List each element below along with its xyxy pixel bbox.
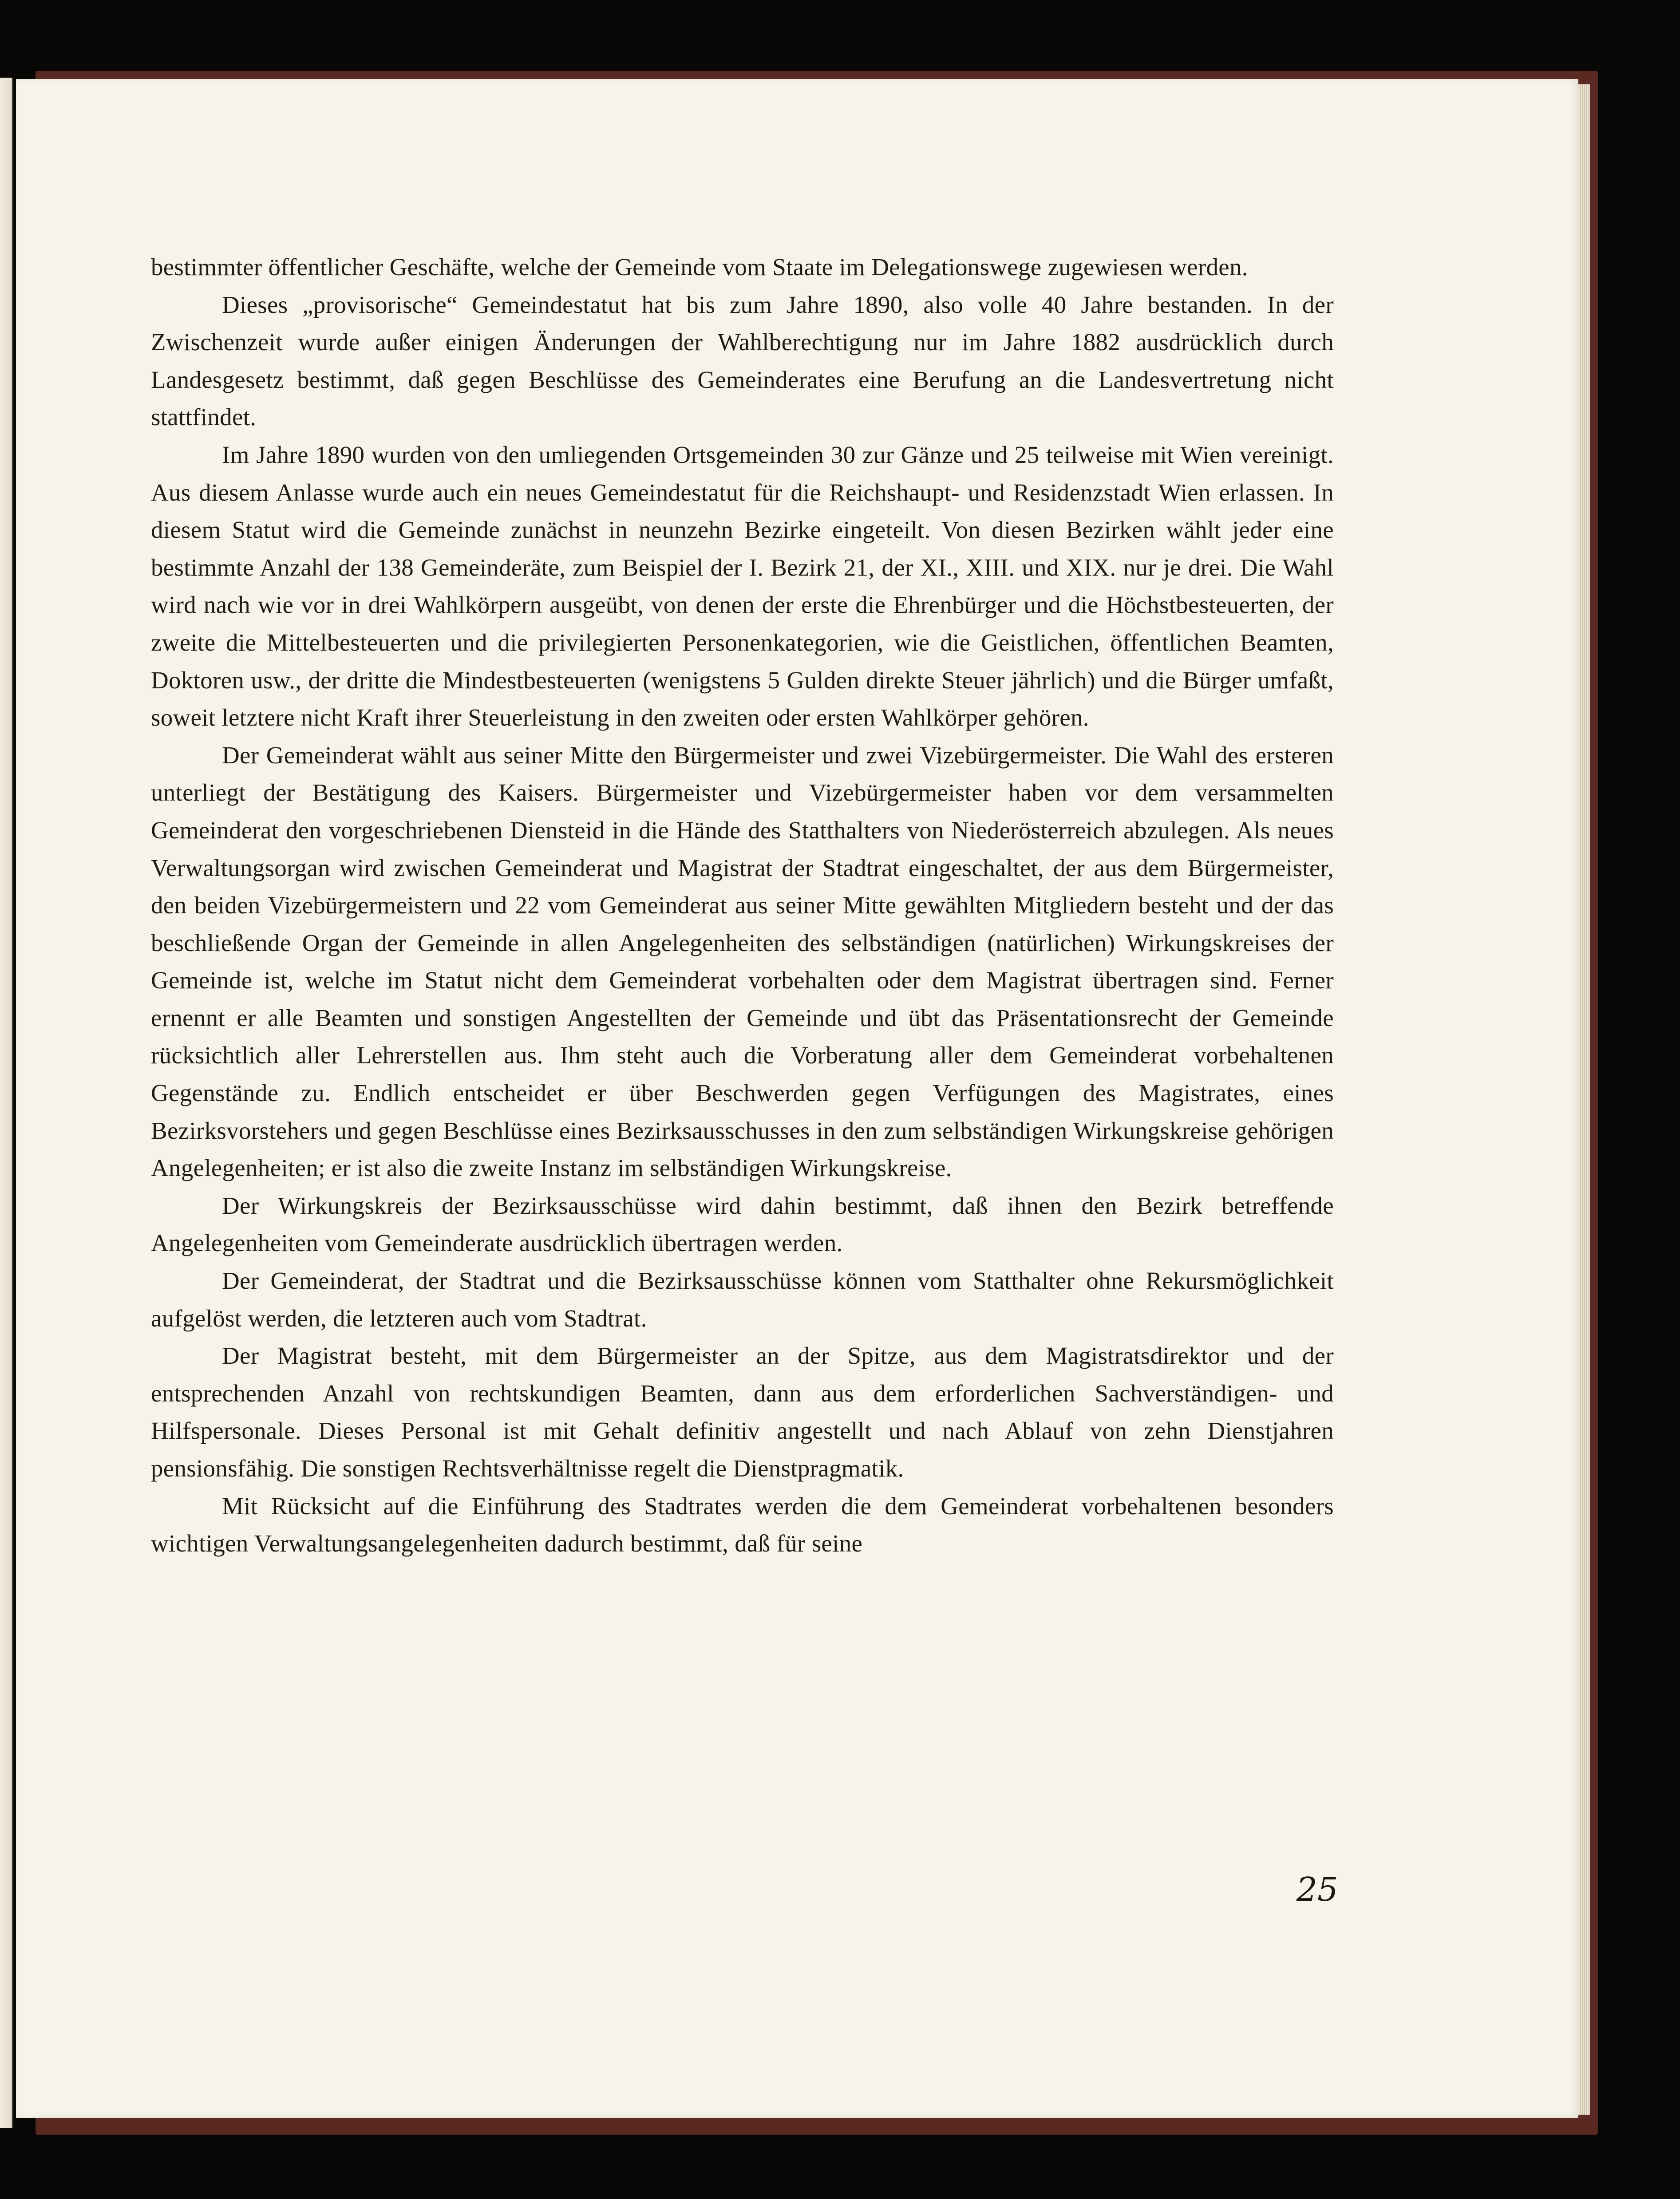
paragraph-5: Der Gemeinderat, der Stadtrat und die Bezirksausschüsse können vom Statthalter ohne Rekursmöglichkeit aufgelöst werden, die letzteren auch vom Stadtrat. xyxy=(151,1267,1334,1332)
page-number: 25 xyxy=(1296,1871,1338,1909)
paragraph-3: Der Gemeinderat wählt aus seiner Mitte den Bürgermeister und zwei Vizebürgermeister. Die Wahl des ersteren unterliegt der Bestätigung des Kaisers. Bürgermeister und Vizebürgermeister haben vor dem versammelten Gemeinderat den vorgeschriebenen Diensteid in die Hände des Statthalters von Niederösterreich abzulegen. Als neues Verwaltungsorgan wird zwischen Gemeinderat und Magistrat der Stadtrat eingeschaltet, der aus dem Bürgermeister, den beiden Vizebürgermeistern und 22 vom Gemeinderat aus seiner Mitte gewählten Mitgliedern besteht und der das beschließende Organ der Gemeinde in allen Angelegenheiten des selbständigen (natürlichen) Wirkungskreises der Gemeinde ist, welche im Statut nicht dem Gemeinderat vorbehalten oder dem Magistrat übertragen sind. Ferner ernennt er alle Beamten und sonstigen Angestellten der Gemeinde und übt das Präsentationsrecht der Gemeinde rücksichtlich aller Lehrerstellen aus. Ihm steht auch die Vorberatung aller dem Gemeinderat vorbehaltenen Gegenstände zu. Endlich entscheidet er über Beschwerden gegen Verfügungen des Magistrates, eines Bezirksvorstehers und gegen Beschlüsse eines Bezirksausschusses in den zum selbständigen Wirkungskreise gehörigen Angelegenheiten; er ist also die zweite Instanz im selbständigen Wirkungskreise. xyxy=(151,741,1334,1182)
paragraph-1: Dieses „provisorische“ Gemeindestatut hat bis zum Jahre 1890, also volle 40 Jahre bestanden. In der Zwischenzeit wurde außer einigen Änderungen der Wahlberechtigung nur im Jahre 1882 ausdrücklich durch Landesgesetz bestimmt, daß gegen Beschlüsse des Gemeinderates eine Berufung an die Landesvertretung nicht stattfindet. xyxy=(151,291,1334,431)
previous-page-edge xyxy=(0,78,12,2128)
paragraph-6: Der Magistrat besteht, mit dem Bürgermeister an der Spitze, aus dem Magistratsdirektor und der entsprechenden Anzahl von rechtskundigen Beamten, dann aus dem erforderlichen Sachverständigen- und Hilfspersonale. Dieses Personal ist mit Gehalt definitiv angestellt und nach Ablauf von zehn Dienstjahren pensionsfähig. Die sonstigen Rechtsverhältnisse regelt die Dienstpragmatik. xyxy=(151,1342,1334,1482)
page-fore-edge xyxy=(1578,84,1590,2115)
paragraph-0: bestimmter öffentlicher Geschäfte, welche der Gemeinde vom Staate im Delegationswege zugewiesen werden. xyxy=(151,253,1248,280)
paragraph-4: Der Wirkungskreis der Bezirksausschüsse wird dahin bestimmt, daß ihnen den Bezirk betreffende Angelegenheiten vom Gemeinderate ausdrücklich übertragen werden. xyxy=(151,1192,1334,1257)
paragraph-7: Mit Rücksicht auf die Einführung des Stadtrates werden die dem Gemeinderat vorbehaltenen besonders wichtigen Verwaltungsangelegenheiten dadurch bestimmt, daß für seine xyxy=(151,1492,1334,1557)
body-text xyxy=(151,249,1334,1563)
paragraph-2: Im Jahre 1890 wurden von den umliegenden Ortsgemeinden 30 zur Gänze und 25 teilweise mit Wien vereinigt. Aus diesem Anlasse wurde auch ein neues Gemeindestatut für die Reichshaupt- und Residenzstadt Wien erlassen. In diesem Statut wird die Gemeinde zunächst in neunzehn Bezirke eingeteilt. Von diesen Bezirken wählt jeder eine bestimmte Anzahl der 138 Gemeinderäte, zum Beispiel der I. Bezirk 21, der XI., XIII. und XIX. nur je drei. Die Wahl wird nach wie vor in drei Wahlkörpern ausgeübt, von denen der erste die Ehrenbürger und die Höchstbesteuerten, der zweite die Mittelbesteuerten und die privilegierten Personenkategorien, wie die Geistlichen, öffentlichen Beamten, Doktoren usw., der dritte die Mindestbesteuerten (wenigstens 5 Gulden direkte Steuer jährlich) und die Bürger umfaßt, soweit letztere nicht Kraft ihrer Steuerleistung in den zweiten oder ersten Wahlkörper gehören. xyxy=(151,441,1334,731)
